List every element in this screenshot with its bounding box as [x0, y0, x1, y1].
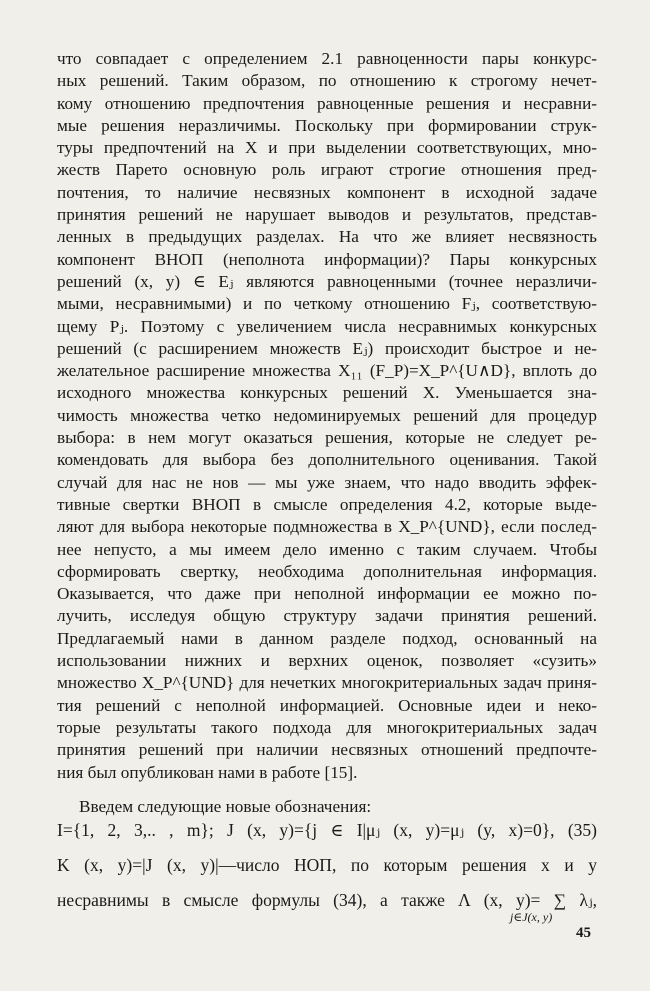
body-text	[57, 48, 597, 818]
text-line: Оказывается, что даже при неполной информации ее можно по-	[57, 584, 597, 604]
text-line: множество X_P^{UND} для нечетких многокритериальных задач приня-	[57, 673, 597, 693]
text-line: исходного множества конкурсных решений X. Уменьшается зна-	[57, 383, 597, 403]
text-line: Предлагаемый нами в данном разделе подход, основанный на	[57, 628, 597, 648]
page-number: 45	[576, 925, 591, 941]
text-line: тия решений с неполной информацией. Основные идеи и неко-	[57, 695, 597, 715]
text-line: ных решений. Таким образом, по отношению к строгому нечет-	[57, 71, 597, 91]
sum-subscript: j∈J(x, y)	[510, 910, 553, 924]
text-line: лучить, исследуя общую структуру задачи принятия решений.	[57, 606, 597, 626]
text-line: мыми, несравнимыми) и по четкому отношению Fⱼ, соответствую-	[57, 294, 597, 314]
text-line: принятия решений при наличии несвязных отношений предпочте-	[57, 740, 597, 760]
text-line: случай для нас не нов — мы уже знаем, что надо вводить эффек-	[57, 472, 597, 492]
formula-line: K (x, y)=|J (x, y)|—число НОП, по которым решения x и y	[57, 855, 597, 875]
text-line: почтения, то наличие несвязных компонент в исходной задаче	[57, 182, 597, 202]
formula-line: несравнимы в смысле формулы (34), а также Λ (x, y)= ∑ λⱼ,	[57, 890, 597, 910]
text-line: ленных в предыдущих разделах. На что же влияет несвязность	[57, 227, 597, 247]
text-line: жеств Парето основную роль играют строгие отношения пред-	[57, 160, 597, 180]
text-line: что совпадает с определением 2.1 равноценности пары конкурс-	[57, 49, 597, 68]
text-line: мые решения неразличимы. Поскольку при формировании струк-	[57, 115, 597, 135]
text-line: сформировать свертку, необходима дополнительная информация.	[57, 561, 597, 581]
text-line: торые результаты такого подхода для многокритериальных задач	[57, 717, 597, 737]
text-line: решений (x, y) ∈ Eⱼ являются равноценными (точнее неразличи-	[57, 271, 597, 291]
text-line: компонент ВНОП (неполнота информации)? Пары конкурсных	[57, 249, 597, 269]
text-line: тивные свертки ВНОП в смысле определения 4.2, которые выде-	[57, 494, 597, 514]
text-line: нее непусто, а мы имеем дело именно с таким случаем. Чтобы	[57, 539, 597, 559]
text-line: кому отношению предпочтения равноценные решения и несравни-	[57, 93, 597, 113]
text-line: комендовать для выбора без дополнительного оценивания. Такой	[57, 450, 597, 470]
intro-line: Введем следующие новые обозначения:	[79, 796, 372, 816]
text-line: выбора: в нем могут оказаться решения, которые не следует ре-	[57, 428, 597, 448]
formula-35: I={1, 2, 3,.. , m}; J (x, y)={j ∈ I|μⱼ (x, y)=μⱼ (y, x)=0}, (35)	[57, 820, 597, 840]
text-line: чимость множества четко недоминируемых решений для процедур	[57, 405, 597, 425]
text-line: решений (с расширением множеств Eⱼ) происходит быстрое и не-	[57, 338, 597, 358]
text-line: ляют для выбора некоторые подмножества в X_P^{UND}, если послед-	[57, 517, 597, 537]
text-line: щему Pⱼ. Поэтому с увеличением числа несравнимых конкурсных	[57, 316, 597, 336]
text-line: принятия решений не нарушает выводов и результатов, представ-	[57, 205, 597, 225]
text-line: туры предпочтений на X и при выделении соответствующих, мно-	[57, 138, 597, 158]
text-line: желательное расширение множества X₁₁ (F_P)=X_P^{U∧D}, вплоть до	[57, 361, 597, 381]
text-line: использовании нижних и верхних оценок, позволяет «сузить»	[57, 651, 597, 671]
text-line: ния был опубликован нами в работе [15].	[57, 762, 358, 782]
